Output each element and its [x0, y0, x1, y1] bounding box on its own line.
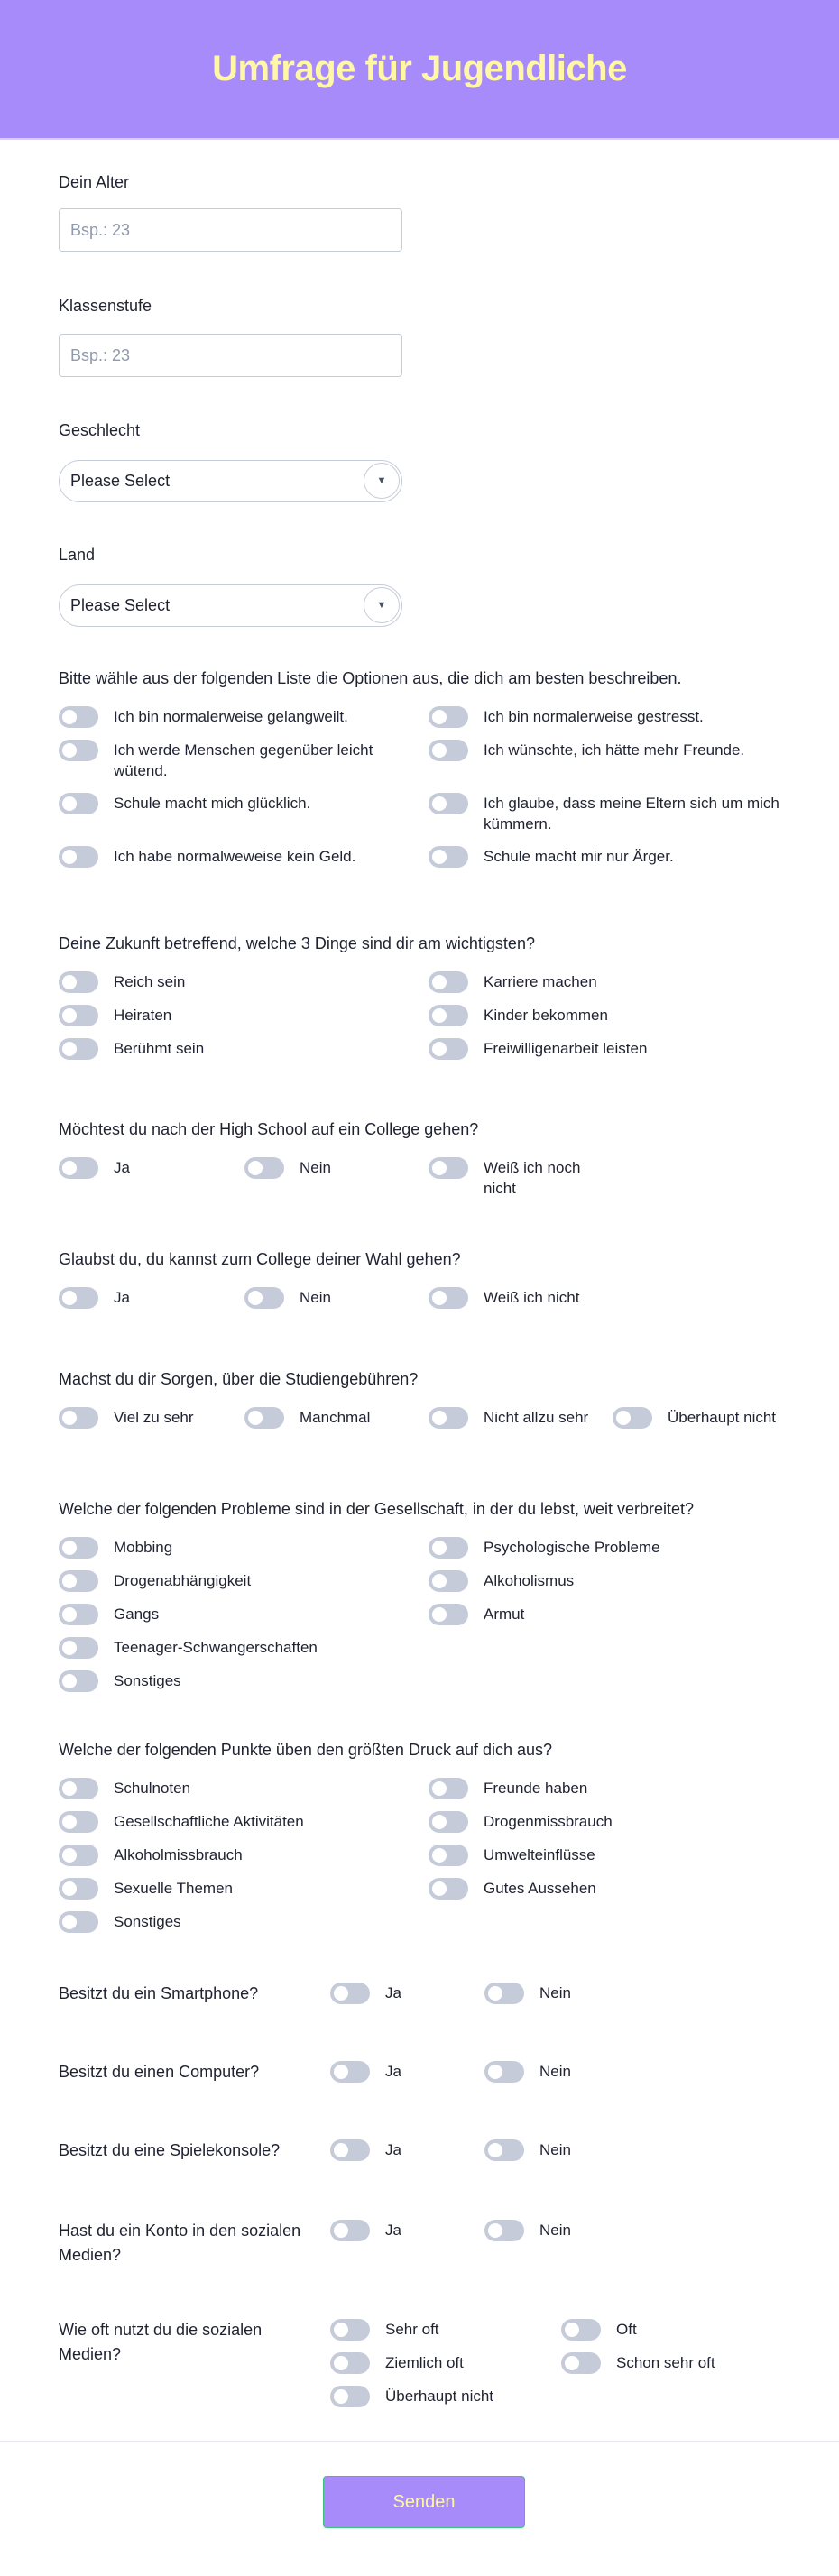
toggle-option[interactable] [59, 793, 429, 834]
option-label: Schulnoten [114, 1780, 191, 1797]
option-label: Ja [385, 1984, 401, 2001]
country-selected-value: Please Select [70, 596, 171, 614]
toggle-option[interactable] [429, 793, 798, 834]
country-select[interactable] [59, 584, 402, 627]
toggle-switch[interactable] [429, 1604, 468, 1625]
toggle-option[interactable] [59, 1604, 429, 1625]
option-label: Ich werde Menschen gegenüber leicht wütend. [114, 741, 373, 779]
option-label: Teenager-Schwangerschaften [114, 1639, 318, 1656]
country-label: Land [59, 546, 96, 564]
question-label: Bitte wähle aus der folgenden Liste die Optionen aus, die dich am besten beschreiben. [59, 669, 682, 687]
question-section [59, 1368, 816, 1429]
toggle-switch[interactable] [484, 2220, 524, 2241]
footer-divider [0, 2441, 839, 2442]
toggle-switch[interactable] [429, 1157, 468, 1179]
toggle-switch[interactable] [330, 2061, 370, 2083]
toggle-switch[interactable] [59, 1537, 98, 1559]
age-label: Dein Alter [59, 173, 130, 191]
option-label: Schon sehr oft [616, 2354, 715, 2371]
toggle-option[interactable] [429, 1157, 613, 1199]
toggle-option[interactable] [429, 740, 798, 781]
option-label: Alkoholmissbrauch [114, 1846, 243, 1863]
toggle-switch[interactable] [59, 1811, 98, 1833]
option-label: Ja [385, 2063, 401, 2080]
toggle-switch[interactable] [429, 846, 468, 868]
option-label: Nein [300, 1159, 331, 1176]
toggle-option[interactable] [59, 1637, 429, 1659]
toggle-option[interactable] [429, 971, 798, 993]
toggle-option[interactable] [59, 1878, 429, 1900]
options-group [330, 2139, 639, 2161]
option-label: Gesellschaftliche Aktivitäten [114, 1813, 304, 1830]
toggle-switch[interactable] [484, 1983, 524, 2004]
grade-label: Klassenstufe [59, 297, 152, 315]
option-label: Gutes Aussehen [484, 1880, 596, 1897]
question-section [59, 1118, 816, 1199]
options-group [330, 1983, 639, 2004]
toggle-option[interactable] [59, 1911, 429, 1933]
toggle-switch[interactable] [59, 1778, 98, 1799]
toggle-option[interactable] [330, 2352, 561, 2374]
toggle-switch[interactable] [429, 793, 468, 814]
form-title: Umfrage für Jugendliche [212, 49, 627, 88]
option-label: Psychologische Probleme [484, 1539, 660, 1556]
question-section [59, 1248, 816, 1309]
option-label: Überhaupt nicht [668, 1409, 777, 1426]
options-group [59, 1157, 816, 1199]
toggle-switch[interactable] [429, 1407, 468, 1429]
question-label: Möchtest du nach der High School auf ein College gehen? [59, 1120, 479, 1138]
toggle-switch[interactable] [59, 971, 98, 993]
option-label: Sonstiges [114, 1913, 181, 1930]
toggle-option[interactable] [561, 2352, 778, 2374]
toggle-switch[interactable] [613, 1407, 652, 1429]
toggle-switch[interactable] [244, 1407, 284, 1429]
options-group [59, 1778, 816, 1933]
toggle-option[interactable] [59, 740, 429, 781]
option-label: Schule macht mir nur Ärger. [484, 848, 674, 865]
toggle-option[interactable] [429, 1038, 798, 1060]
toggle-switch[interactable] [330, 2220, 370, 2241]
submit-button[interactable]: Senden [323, 2476, 525, 2528]
option-label: Nicht allzu sehr [484, 1409, 589, 1426]
toggle-option[interactable] [59, 1811, 429, 1833]
toggle-switch[interactable] [429, 706, 468, 728]
empty-cell [429, 1637, 798, 1659]
toggle-switch[interactable] [429, 1811, 468, 1833]
toggle-switch[interactable] [429, 971, 468, 993]
toggle-switch[interactable] [429, 740, 468, 761]
toggle-switch[interactable] [484, 2139, 524, 2161]
toggle-option[interactable] [429, 1845, 798, 1866]
toggle-option[interactable] [429, 1570, 798, 1592]
toggle-option[interactable] [330, 2386, 561, 2407]
options-group [330, 2319, 778, 2407]
question-section [59, 1739, 816, 1933]
toggle-switch[interactable] [561, 2352, 601, 2374]
toggle-switch[interactable] [59, 1287, 98, 1309]
toggle-switch[interactable] [59, 1005, 98, 1026]
toggle-option[interactable] [59, 1778, 429, 1799]
option-label: Ich wünschte, ich hätte mehr Freunde. [484, 741, 745, 759]
toggle-switch[interactable] [59, 846, 98, 868]
toggle-option[interactable] [59, 846, 429, 868]
option-label: Ja [385, 2141, 401, 2158]
gender-select[interactable] [59, 460, 402, 502]
question-label: Wie oft nutzt du die sozialen Medien? [59, 2321, 263, 2363]
option-label: Ja [114, 1159, 130, 1176]
option-label: Schule macht mich glücklich. [114, 795, 311, 812]
toggle-option[interactable] [484, 2061, 639, 2083]
toggle-switch[interactable] [59, 1911, 98, 1933]
option-label: Nein [539, 2063, 571, 2080]
toggle-switch[interactable] [59, 1157, 98, 1179]
question-label: Glaubst du, du kannst zum College deiner Wahl gehen? [59, 1250, 461, 1268]
option-label: Ich bin normalerweise gestresst. [484, 708, 704, 725]
option-label: Freiwilligenarbeit leisten [484, 1040, 648, 1057]
toggle-switch[interactable] [59, 1570, 98, 1592]
grade-input[interactable] [59, 334, 402, 377]
question-label: Besitzt du eine Spielekonsole? [59, 2141, 281, 2159]
toggle-switch[interactable] [429, 1778, 468, 1799]
toggle-option[interactable] [59, 1005, 429, 1026]
toggle-option[interactable] [429, 1407, 613, 1429]
toggle-switch[interactable] [330, 2319, 370, 2341]
option-label: Ja [385, 2222, 401, 2239]
toggle-switch[interactable] [429, 1038, 468, 1060]
option-label: Mobbing [114, 1539, 173, 1556]
toggle-option[interactable] [59, 971, 429, 993]
toggle-switch[interactable] [59, 1670, 98, 1692]
toggle-switch[interactable] [59, 1038, 98, 1060]
toggle-option[interactable] [429, 1778, 798, 1799]
toggle-switch[interactable] [59, 1878, 98, 1900]
toggle-option[interactable] [429, 1878, 798, 1900]
option-label: Überhaupt nicht [385, 2387, 494, 2405]
toggle-option[interactable] [59, 1845, 429, 1866]
option-label: Gangs [114, 1605, 160, 1623]
toggle-option[interactable] [59, 1157, 244, 1199]
toggle-switch[interactable] [59, 706, 98, 728]
toggle-option[interactable] [330, 1983, 484, 2004]
option-label: Nein [539, 1984, 571, 2001]
options-group [59, 706, 816, 868]
toggle-option[interactable] [59, 706, 429, 728]
toggle-switch[interactable] [429, 1287, 468, 1309]
option-label: Kinder bekommen [484, 1007, 608, 1024]
option-label: Ziemlich oft [385, 2354, 464, 2371]
option-label: Ich bin normalerweise gelangweilt. [114, 708, 348, 725]
chevron-down-icon[interactable]: ▼ [364, 463, 400, 499]
toggle-option[interactable] [244, 1157, 429, 1199]
options-group [330, 2061, 639, 2083]
toggle-switch[interactable] [429, 1570, 468, 1592]
toggle-switch[interactable] [59, 793, 98, 814]
option-label: Ja [114, 1289, 130, 1306]
toggle-option[interactable] [59, 1670, 429, 1692]
toggle-option[interactable] [484, 1983, 639, 2004]
toggle-option[interactable] [561, 2319, 778, 2341]
toggle-option[interactable] [429, 1811, 798, 1833]
option-label: Heiraten [114, 1007, 172, 1024]
option-label: Manchmal [300, 1409, 371, 1426]
option-label: Alkoholismus [484, 1572, 575, 1589]
question-section [59, 933, 816, 1060]
question-label: Welche der folgenden Probleme sind in der Gesellschaft, in der du lebst, weit verbreitet? [59, 1500, 695, 1518]
toggle-option[interactable] [429, 846, 798, 868]
gender-selected-value: Please Select [70, 472, 171, 490]
option-label: Viel zu sehr [114, 1409, 194, 1426]
options-group [330, 2220, 639, 2241]
toggle-switch[interactable] [330, 2386, 370, 2407]
toggle-option[interactable] [484, 2220, 639, 2241]
option-label: Oft [616, 2321, 637, 2338]
toggle-switch[interactable] [59, 1604, 98, 1625]
toggle-option[interactable] [330, 2061, 484, 2083]
options-group [59, 1407, 816, 1429]
option-label: Reich sein [114, 973, 186, 990]
question-label: Hast du ein Konto in den sozialen Medien? [59, 2222, 301, 2264]
toggle-switch[interactable] [244, 1157, 284, 1179]
toggle-switch[interactable] [429, 1878, 468, 1900]
toggle-option[interactable] [429, 1537, 798, 1559]
toggle-option[interactable] [330, 2139, 484, 2161]
toggle-switch[interactable] [429, 1537, 468, 1559]
option-label: Weiß ich nicht [484, 1289, 580, 1306]
option-label: Sonstiges [114, 1672, 181, 1689]
question-label: Welche der folgenden Punkte üben den größten Druck auf dich aus? [59, 1741, 553, 1759]
age-input[interactable] [59, 208, 402, 252]
option-label: Ich glaube, dass meine Eltern sich um mich kümmern. [484, 795, 779, 833]
options-group [59, 1537, 816, 1692]
toggle-option[interactable] [429, 1005, 798, 1026]
toggle-switch[interactable] [561, 2319, 601, 2341]
toggle-option[interactable] [59, 1537, 429, 1559]
toggle-switch[interactable] [330, 1983, 370, 2004]
gender-label: Geschlecht [59, 421, 141, 439]
toggle-switch[interactable] [484, 2061, 524, 2083]
toggle-option[interactable] [429, 1604, 798, 1625]
toggle-switch[interactable] [330, 2352, 370, 2374]
toggle-option[interactable] [429, 706, 798, 728]
chevron-down-icon[interactable]: ▼ [364, 587, 400, 623]
option-label: Karriere machen [484, 973, 597, 990]
toggle-switch[interactable] [59, 1407, 98, 1429]
toggle-switch[interactable] [244, 1287, 284, 1309]
options-group [59, 1287, 816, 1309]
question-label: Besitzt du einen Computer? [59, 2063, 260, 2081]
toggle-option[interactable] [484, 2139, 639, 2161]
option-label: Freunde haben [484, 1780, 588, 1797]
question-label: Deine Zukunft betreffend, welche 3 Dinge sind dir am wichtigsten? [59, 934, 535, 952]
option-label: Umwelteinflüsse [484, 1846, 595, 1863]
option-label: Nein [539, 2222, 571, 2239]
toggle-switch[interactable] [429, 1005, 468, 1026]
toggle-option[interactable] [244, 1407, 429, 1429]
option-label: Ich habe normalweweise kein Geld. [114, 848, 356, 865]
option-label: Nein [300, 1289, 331, 1306]
options-group [59, 971, 816, 1060]
option-label: Armut [484, 1605, 525, 1623]
option-label: Drogenmissbrauch [484, 1813, 613, 1830]
toggle-switch[interactable] [59, 1637, 98, 1659]
toggle-option[interactable] [59, 1038, 429, 1060]
option-label: Drogenabhängigkeit [114, 1572, 252, 1589]
option-label: Nein [539, 2141, 571, 2158]
question-section [59, 1498, 816, 1692]
toggle-option[interactable] [244, 1287, 429, 1309]
toggle-option[interactable] [59, 1407, 244, 1429]
toggle-switch[interactable] [330, 2139, 370, 2161]
toggle-option[interactable] [330, 2220, 484, 2241]
question-label: Machst du dir Sorgen, über die Studiengebühren? [59, 1370, 419, 1388]
option-label: Berühmt sein [114, 1040, 205, 1057]
option-label: Sexuelle Themen [114, 1880, 233, 1897]
toggle-option[interactable] [429, 1287, 613, 1309]
toggle-option[interactable] [330, 2319, 561, 2341]
toggle-option[interactable] [59, 1570, 429, 1592]
toggle-switch[interactable] [429, 1845, 468, 1866]
toggle-switch[interactable] [59, 740, 98, 761]
toggle-switch[interactable] [59, 1845, 98, 1866]
option-label: Sehr oft [385, 2321, 439, 2338]
toggle-option[interactable] [59, 1287, 244, 1309]
option-label: Weiß ich noch nicht [484, 1159, 581, 1197]
question-label: Besitzt du ein Smartphone? [59, 1984, 259, 2002]
toggle-option[interactable] [613, 1407, 797, 1429]
form-header [0, 0, 839, 140]
question-section [59, 667, 816, 868]
